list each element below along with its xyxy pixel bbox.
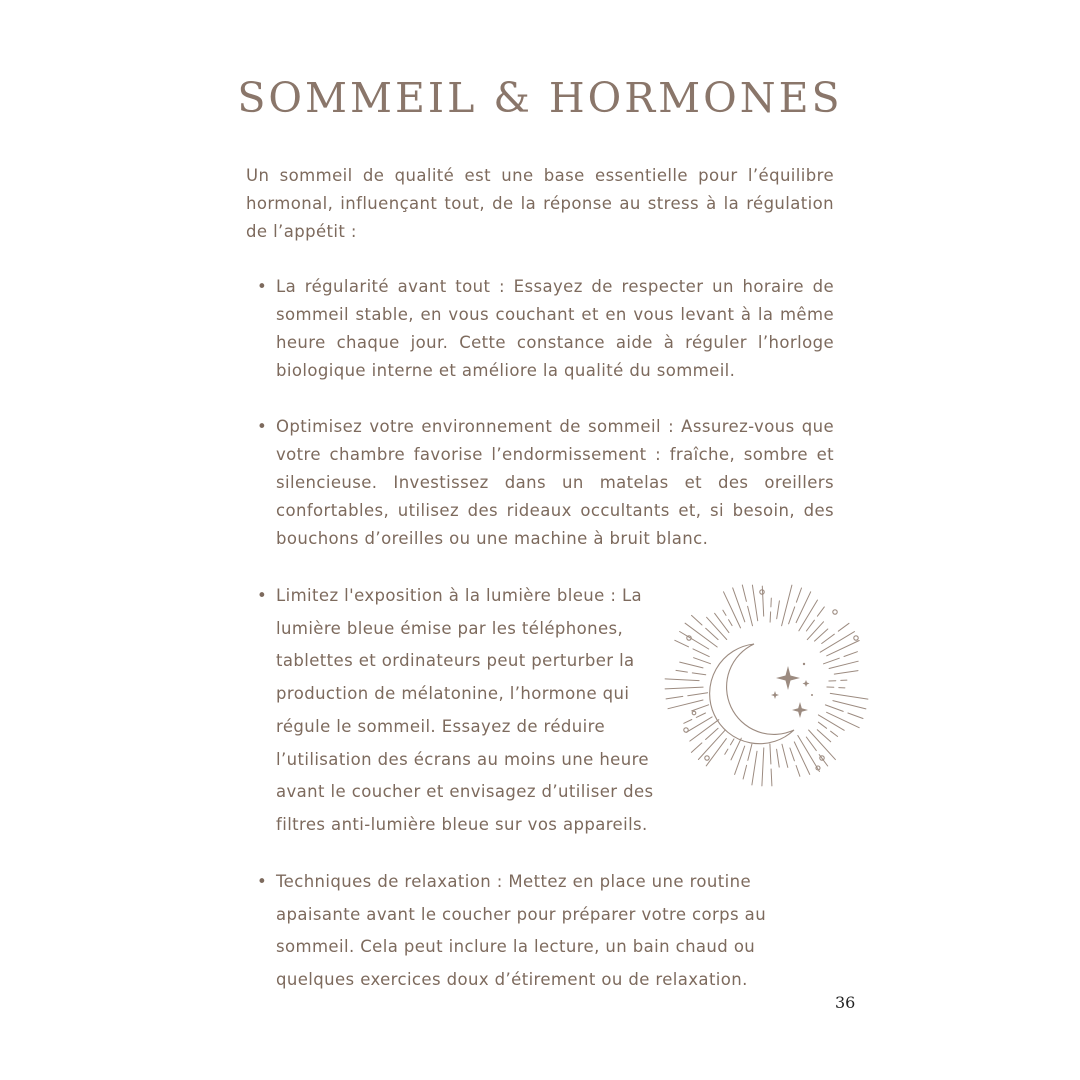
sunburst-ray: [790, 748, 795, 761]
sunburst-ray: [668, 700, 703, 709]
sunburst-ray: [777, 749, 780, 767]
sunburst-ray: [680, 632, 709, 650]
sunburst-ray: [820, 632, 854, 653]
sunburst-ray: [794, 742, 809, 775]
list-item-text: Techniques de relaxation : Mettez en place une routine apaisante avant le coucher pour préparer votre corps au sommeil. Cela peut inclure la lecture, un bain chaud ou quelques exercices doux d’étirement ou de relaxation.: [276, 872, 767, 990]
sunburst-ray: [770, 744, 771, 764]
sunburst-ray: [686, 717, 712, 732]
sunburst-ray: [665, 679, 699, 681]
sunburst-ray: [827, 712, 860, 727]
sunburst-ray: [848, 713, 863, 719]
sunburst-ray: [762, 748, 764, 786]
sunburst-ray: [675, 640, 689, 647]
sunburst-ray: [665, 687, 703, 689]
sunburst-ray: [834, 671, 858, 675]
page-number: 36: [835, 993, 856, 1012]
bullet-dot: •: [257, 586, 268, 605]
sunburst-ray: [680, 662, 703, 668]
sunburst-ray: [827, 641, 860, 656]
sunburst-ray: [815, 629, 828, 641]
sunburst-ray: [777, 601, 780, 619]
list-item: [257, 580, 671, 842]
sunburst-ray: [818, 722, 826, 728]
sunburst-ray: [752, 751, 757, 785]
list-item: [257, 413, 834, 553]
sunburst-ray: [796, 766, 800, 777]
list-item-text: La régularité avant tout : Essayez de respecter un horaire de sommeil stable, en vous couchant et en vous levant à la même heure chaque jour. Cette constance aide à réguler l’horloge biologique interne et améliore la qualité du sommeil.: [276, 277, 834, 380]
sunburst-ray: [706, 628, 718, 639]
intro-paragraph: Un sommeil de qualité est une base essentielle pour l’équilibre hormonal, influençant tout, de la réponse au stress à la régulation de l’appétit :: [246, 166, 834, 241]
sunburst-ray: [770, 612, 771, 622]
sunburst-ray: [706, 728, 719, 739]
sunburst-ray: [692, 673, 705, 675]
sunburst-ray: [806, 620, 814, 631]
bullet-dot: •: [257, 277, 268, 296]
sunburst-ray: [742, 585, 746, 601]
sunburst-ray: [796, 588, 801, 602]
sunburst-ray: [825, 705, 843, 712]
sunburst-ray: [782, 744, 788, 767]
sunburst-ray: [692, 705, 709, 711]
sunburst-ray: [685, 623, 717, 647]
list-item: [257, 273, 834, 385]
sunburst-ray: [735, 746, 745, 774]
sunburst-ray: [789, 607, 795, 624]
sunburst-ray: [690, 720, 719, 741]
sunburst-ray: [688, 693, 708, 696]
sunburst-ray: [666, 696, 683, 699]
sunburst-ray: [691, 743, 702, 753]
sunburst-ray: [676, 670, 687, 672]
sunburst-ray: [817, 730, 830, 742]
sunburst-ray: [715, 613, 729, 632]
sunburst-ray: [692, 615, 703, 625]
sunburst-ray: [771, 769, 772, 786]
sunburst-ray: [731, 739, 735, 745]
sunburst-ray: [729, 620, 733, 626]
sunburst-ray: [829, 661, 858, 668]
sunburst-ray: [694, 658, 711, 664]
sunburst-ray: [748, 606, 753, 626]
sunburst-ray: [822, 634, 835, 643]
sunburst-ray: [706, 739, 726, 766]
sunburst-ray: [831, 731, 838, 736]
sunburst-ray: [743, 765, 747, 779]
sunburst-ray: [807, 622, 823, 640]
sunburst-ray: [684, 720, 692, 724]
sunburst-ray: [824, 658, 840, 664]
sunburst-ray: [830, 693, 868, 699]
sunburst-ray: [748, 744, 752, 760]
sunburst-ray: [752, 585, 757, 621]
sunburst-ray: [723, 610, 726, 615]
sunburst-ray: [724, 592, 741, 628]
bullet-dot: •: [257, 872, 268, 891]
list-item-text: Limitez l'exposition à la lumière bleue : La lumière bleue émise par les téléphones, tablettes et ordinateurs peut perturber la production de mélatonine, l’hormone qui régule le sommeil. Essayez de réduire l’utilisation des écrans au moins une heure avant le coucher et envisagez d’utiliser des filtres anti-lumière bleue sur vos appareils.: [276, 586, 654, 834]
sunburst-ray: [838, 623, 849, 631]
list-item: [257, 866, 786, 997]
bullet-dot: •: [257, 417, 268, 436]
sunburst-ray: [696, 713, 705, 717]
page-title: SOMMEIL & HORMONES: [237, 74, 843, 122]
sunburst-ray: [799, 600, 818, 631]
sunburst-ray: [818, 715, 844, 730]
sunburst-ray: [833, 701, 866, 709]
sunburst-ray: [707, 617, 727, 639]
moon-stars-sunburst-icon: [662, 580, 882, 790]
sunburst-ray: [725, 749, 728, 754]
sunburst-ray: [806, 737, 816, 751]
list-item-text: Optimisez votre environnement de sommeil : Assurez-vous que votre chambre favorise l’endormissement : fraîche, sombre et silencieuse. Investissez dans un matelas et des oreillers confortables, utilisez des rideaux occultants et, si besoin, des bouchons d’oreilles ou une machine à bruit blanc.: [276, 417, 834, 548]
sunburst-ray: [733, 588, 745, 622]
sunburst-ray: [844, 652, 857, 657]
sunburst-ray: [817, 607, 824, 616]
sunburst-ray: [693, 649, 709, 657]
